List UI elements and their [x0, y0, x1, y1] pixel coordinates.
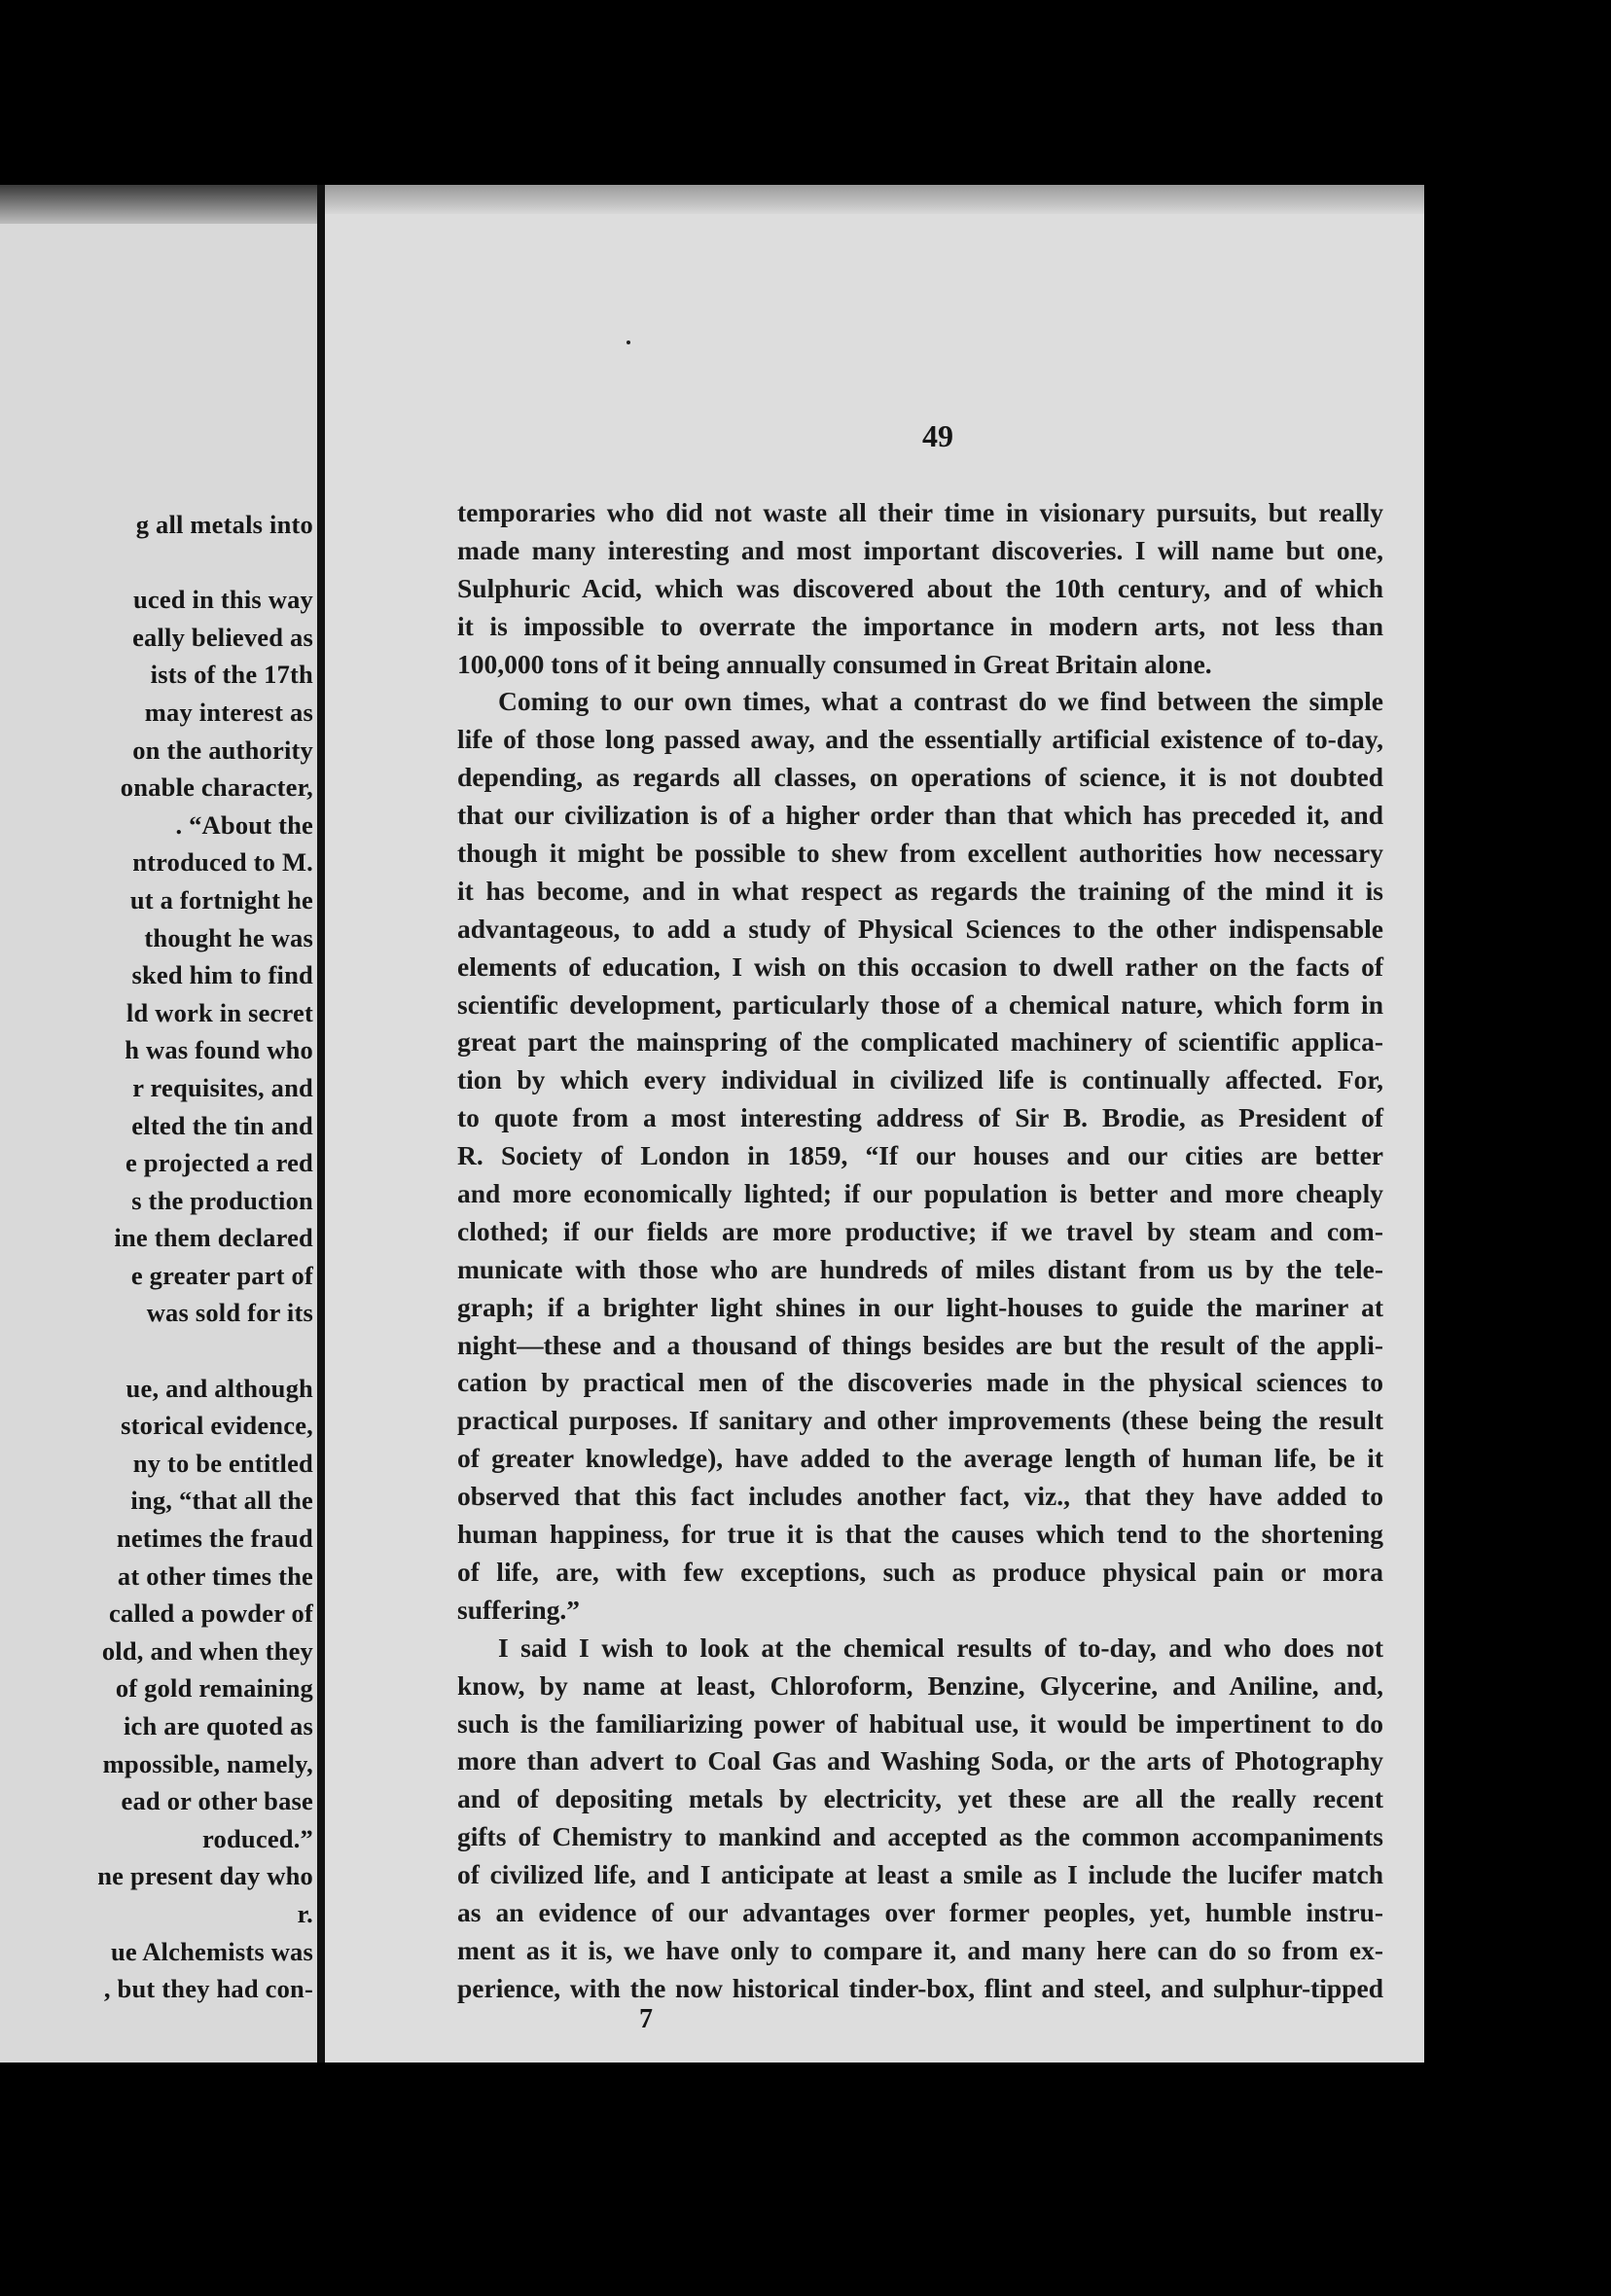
text-line: graph; if a brighter light shines in our light-houses to guide the mariner at [457, 1291, 1383, 1322]
facing-page-line [0, 544, 313, 582]
facing-page-line: may interest as [144, 697, 313, 727]
text-line: it has become, and in what respect as regards the training of the mind it is [457, 875, 1383, 906]
text-line: more than advert to Coal Gas and Washing Soda, or the arts of Photography [457, 1745, 1383, 1776]
facing-page-line: at other times the [117, 1561, 313, 1591]
facing-page-line: netimes the fraud [116, 1524, 313, 1554]
text-line: know, by name at least, Chloroform, Benzine, Glycerine, and Aniline, and, [457, 1669, 1383, 1701]
facing-page-line: e greater part of [130, 1260, 313, 1290]
facing-page-line: , but they had con- [103, 1974, 313, 2004]
text-line: cation by practical men of the discoveries made in the physical sciences to [457, 1367, 1383, 1398]
scan-border-right [1424, 195, 1611, 2063]
text-line: made many interesting and most important discoveries. I will name but one, [457, 534, 1383, 565]
facing-page-line: e projected a red [125, 1148, 313, 1178]
text-line: Sulphuric Acid, which was discovered about the 10th century, and of which [457, 572, 1383, 603]
facing-page-line: s the production [131, 1185, 313, 1215]
facing-page-text [0, 506, 313, 2008]
facing-page-line: g all metals into [135, 510, 313, 539]
facing-page-line: thought he was [144, 922, 313, 952]
main-page [325, 185, 1424, 2067]
facing-page-line: mpossible, namely, [102, 1748, 313, 1778]
facing-page-line: sked him to find [131, 960, 313, 990]
text-line: elements of education, I wish on this occasion to dwell rather on the facts of [457, 951, 1383, 982]
facing-page-line: ing, “that all the [130, 1486, 313, 1516]
facing-page-line [0, 1332, 313, 1370]
page-top-shade [325, 185, 1424, 214]
text-line: night—these and a thousand of things besides are but the result of the appli- [457, 1329, 1383, 1360]
page-edge-shadow [0, 185, 321, 224]
text-line: depending, as regards all classes, on operations of science, it is not doubted [457, 762, 1383, 793]
signature-mark: 7 [639, 2004, 653, 2034]
facing-page-line: ead or other base [121, 1786, 313, 1816]
text-line: life of those long passed away, and the essentially artificial existence of to-day, [457, 724, 1383, 755]
body-text [457, 494, 1383, 2008]
facing-page-line: ut a fortnight he [129, 884, 313, 915]
text-line: human happiness, for true it is that the causes which tend to the shortening [457, 1519, 1383, 1550]
text-line: though it might be possible to shew from excellent authorities how necessary [457, 838, 1383, 869]
text-line: of greater knowledge), have added to the average length of human life, be it [457, 1443, 1383, 1474]
facing-page-line: ue Alchemists was [110, 1936, 313, 1966]
text-line: of life, are, with few exceptions, such as produce physical pain or mora [457, 1556, 1383, 1587]
facing-page-line: eally believed as [132, 622, 313, 652]
text-line: practical purposes. If sanitary and other improvements (these being the result [457, 1405, 1383, 1436]
text-line: perience, with the now historical tinder-box, flint and steel, and sulphur-tipped [457, 1972, 1383, 2003]
text-line: clothed; if our fields are more productive; if we travel by steam and com- [457, 1215, 1383, 1246]
text-line: advantageous, to add a study of Physical Sciences to the other indispensable [457, 913, 1383, 944]
facing-page-line: ine them declared [114, 1223, 313, 1253]
text-line: and of depositing metals by electricity, yet these are all the really recent [457, 1783, 1383, 1814]
text-line: it is impossible to overrate the importance in modern arts, not less than [457, 610, 1383, 641]
facing-page-line: . “About the [175, 809, 313, 840]
text-line: that our civilization is of a higher order than that which has preceded it, and [457, 800, 1383, 831]
facing-page-line: ists of the 17th [150, 660, 313, 690]
page-number: 49 [922, 418, 953, 453]
facing-page-line: called a powder of [109, 1598, 313, 1629]
facing-page-line: ue, and although [125, 1373, 313, 1403]
facing-page-line: uced in this way [132, 585, 313, 615]
text-line: Coming to our own times, what a contrast do we find between the simple [498, 686, 1383, 717]
text-line: scientific development, particularly those of a chemical nature, which form in [457, 988, 1383, 1020]
text-line: of civilized life, and I anticipate at least a smile as I include the lucifer match [457, 1859, 1383, 1890]
text-line: observed that this fact includes another fact, viz., that they have added to [457, 1481, 1383, 1512]
text-line: as an evidence of our advantages over former peoples, yet, humble instru- [457, 1896, 1383, 1927]
facing-page-line: r. [297, 1898, 313, 1928]
text-line: R. Society of London in 1859, “If our houses and our cities are better [457, 1140, 1383, 1171]
facing-page-line: elted the tin and [131, 1110, 313, 1140]
text-line: municate with those who are hundreds of miles distant from us by the tele- [457, 1253, 1383, 1284]
facing-page-line: ntroduced to M. [132, 847, 313, 878]
facing-page-line: onable character, [120, 772, 313, 803]
facing-page-line: h was found who [125, 1035, 313, 1065]
text-line: 100,000 tons of it being annually consumed in Great Britain alone. [457, 648, 1212, 679]
facing-page-line: ne present day who [97, 1861, 313, 1891]
facing-page-line: roduced.” [202, 1823, 313, 1853]
text-line: gifts of Chemistry to mankind and accepted as the common accompaniments [457, 1821, 1383, 1852]
scan-border-top [0, 0, 1611, 195]
text-line: great part the mainspring of the complicated machinery of scientific applica- [457, 1026, 1383, 1058]
text-line: and more economically lighted; if our population is better and more cheaply [457, 1178, 1383, 1209]
facing-page-line: was sold for its [146, 1298, 313, 1328]
facing-page-line: of gold remaining [115, 1673, 313, 1704]
facing-page-line: old, and when they [101, 1635, 313, 1666]
scan-border-bottom [0, 2063, 1611, 2296]
facing-page-line: ny to be entitled [132, 1448, 313, 1478]
text-line: I said I wish to look at the chemical results of to-day, and who does not [498, 1632, 1383, 1663]
facing-page-line: storical evidence, [121, 1411, 313, 1441]
text-line: to quote from a most interesting address of Sir B. Brodie, as President of [457, 1102, 1383, 1133]
text-line: temporaries who did not waste all their time in visionary pursuits, but really [457, 497, 1383, 527]
facing-page-line: r requisites, and [132, 1072, 313, 1102]
scan-speck [626, 341, 630, 344]
facing-page-line: ich are quoted as [123, 1711, 313, 1740]
facing-page-line: ld work in secret [125, 997, 313, 1027]
facing-page-left [0, 185, 321, 2067]
text-line: such is the familiarizing power of habitual use, it would be impertinent to do [457, 1707, 1383, 1739]
text-line: tion by which every individual in civilized life is continually affected. For, [457, 1064, 1383, 1095]
text-line: ment as it is, we have only to compare it, and many here can do so from ex- [457, 1934, 1383, 1965]
facing-page-line: on the authority [132, 735, 313, 765]
page-gutter [317, 185, 325, 2067]
text-line: suffering.” [457, 1594, 581, 1625]
